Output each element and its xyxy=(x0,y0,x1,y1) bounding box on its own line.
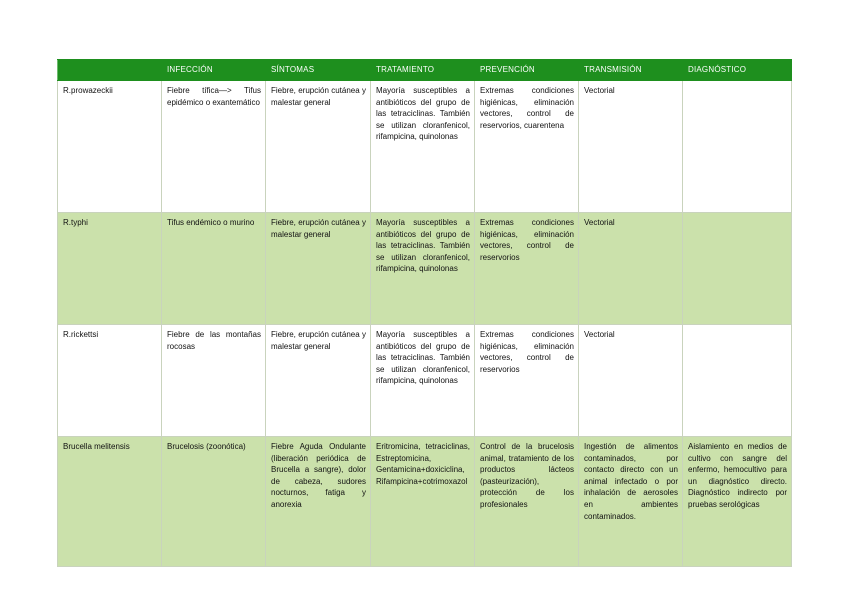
table-row xyxy=(58,325,792,437)
cell-infection: Tifus endémico o murino xyxy=(162,213,266,325)
cell-infection: Brucelosis (zoonótica) xyxy=(162,437,266,567)
cell-symptoms: Fiebre Aguda Ondulante (liberación periódica de Brucella a sangre), dolor de cabeza, sudores nocturnos, fatiga y anorexia xyxy=(266,437,371,567)
header-transmission: TRANSMISIÓN xyxy=(579,60,683,81)
header-organism xyxy=(58,60,162,81)
cell-infection: Fiebre tífica—> Tifus epidémico o exantemático xyxy=(162,81,266,213)
cell-diagnosis xyxy=(683,81,792,213)
cell-diagnosis xyxy=(683,213,792,325)
table-row xyxy=(58,437,792,567)
cell-prevention: Extremas condiciones higiénicas, eliminación vectores, control de reservorios xyxy=(475,325,579,437)
header-symptoms: SÍNTOMAS xyxy=(266,60,371,81)
cell-organism: R.rickettsi xyxy=(58,325,162,437)
cell-treatment: Mayoría susceptibles a antibióticos del grupo de las tetraciclinas. También se utilizan cloranfenicol, rifampicina, quinolonas xyxy=(371,325,475,437)
header-row xyxy=(58,60,792,81)
cell-transmission: Ingestión de alimentos contaminados, por contacto directo con un animal infectado o por inhalación de aerosoles en ambientes contaminados. xyxy=(579,437,683,567)
table-row xyxy=(58,213,792,325)
header-diagnosis: DIAGNÓSTICO xyxy=(683,60,792,81)
cell-infection: Fiebre de las montañas rocosas xyxy=(162,325,266,437)
cell-prevention: Control de la brucelosis animal, tratamiento de los productos lácteos (pasteurización), protección de los profesionales xyxy=(475,437,579,567)
cell-symptoms: Fiebre, erupción cutánea y malestar general xyxy=(266,81,371,213)
cell-organism: R.prowazeckii xyxy=(58,81,162,213)
bacteria-table xyxy=(57,59,792,567)
table-row xyxy=(58,81,792,213)
cell-organism: R.typhi xyxy=(58,213,162,325)
header-treatment: TRATAMIENTO xyxy=(371,60,475,81)
cell-transmission: Vectorial xyxy=(579,325,683,437)
cell-diagnosis xyxy=(683,325,792,437)
cell-diagnosis: Aislamiento en medios de cultivo con sangre del enfermo, hemocultivo para un diagnóstico directo. Diagnóstico indirecto por pruebas serológicas xyxy=(683,437,792,567)
cell-transmission: Vectorial xyxy=(579,81,683,213)
cell-transmission: Vectorial xyxy=(579,213,683,325)
cell-prevention: Extremas condiciones higiénicas, eliminación vectores, control de reservorios xyxy=(475,213,579,325)
header-infection: INFECCIÓN xyxy=(162,60,266,81)
cell-prevention: Extremas condiciones higiénicas, eliminación vectores, control de reservorios, cuarentena xyxy=(475,81,579,213)
cell-treatment: Mayoría susceptibles a antibióticos del grupo de las tetraciclinas. También se utilizan cloranfenicol, rifampicina, quinolonas xyxy=(371,213,475,325)
cell-symptoms: Fiebre, erupción cutánea y malestar general xyxy=(266,213,371,325)
header-prevention: PREVENCIÓN xyxy=(475,60,579,81)
cell-treatment: Mayoría susceptibles a antibióticos del grupo de las tetraciclinas. También se utilizan cloranfenicol, rifampicina, quinolonas xyxy=(371,81,475,213)
cell-symptoms: Fiebre, erupción cutánea y malestar general xyxy=(266,325,371,437)
cell-organism: Brucella melitensis xyxy=(58,437,162,567)
cell-treatment: Eritromicina, tetraciclinas, Estreptomicina, Gentamicina+doxiciclina, Rifampicina+cotrimoxazol xyxy=(371,437,475,567)
